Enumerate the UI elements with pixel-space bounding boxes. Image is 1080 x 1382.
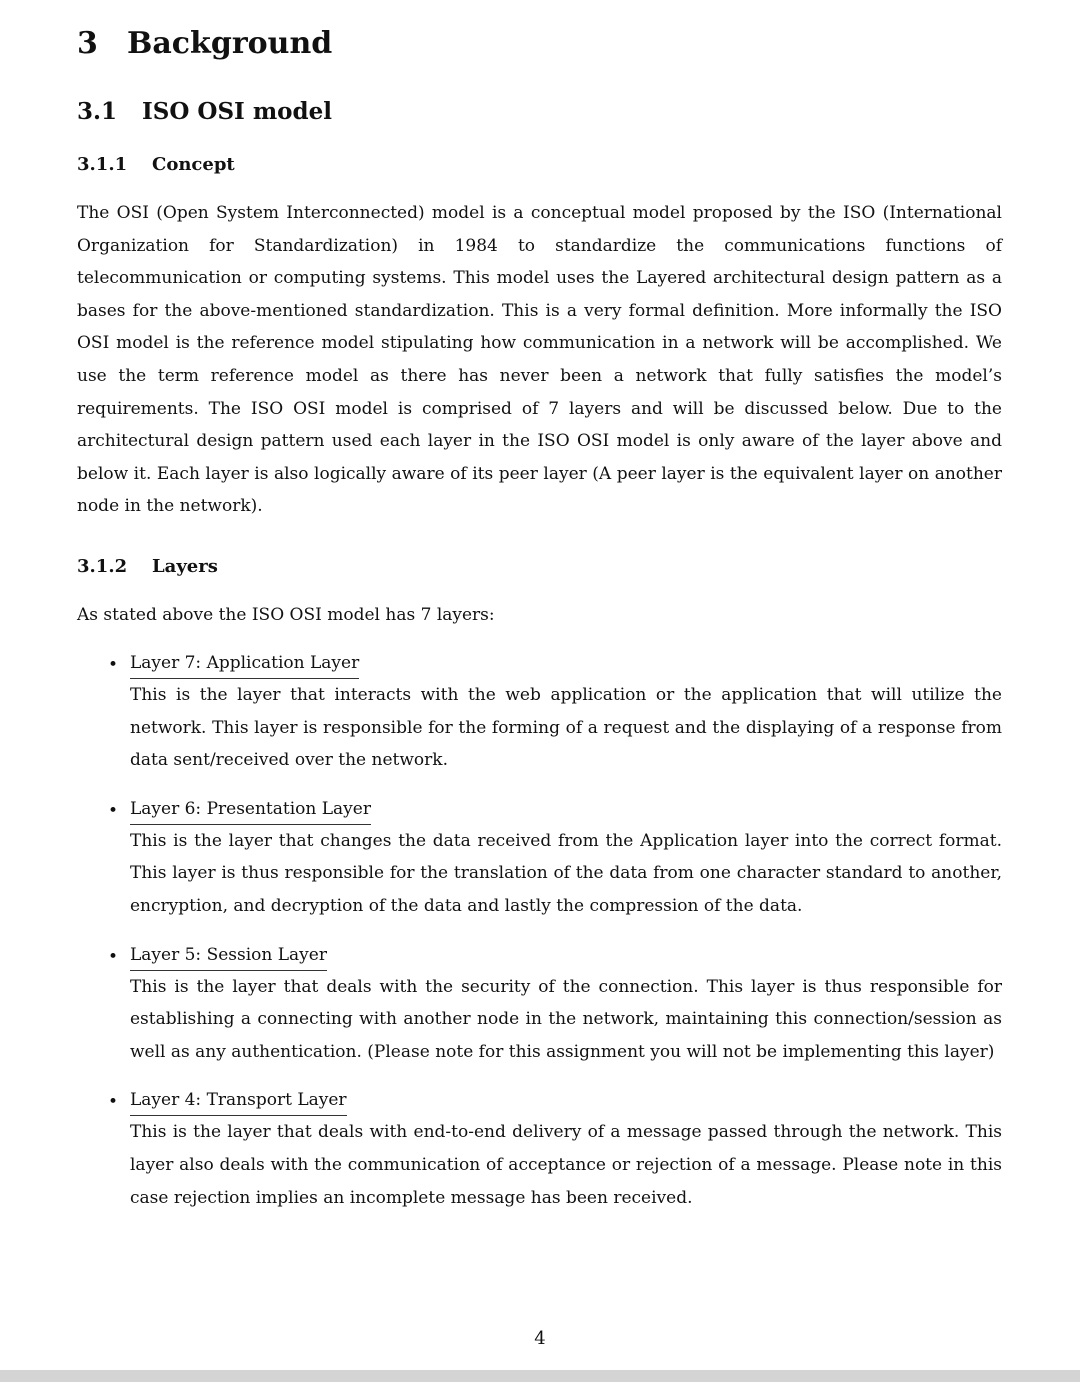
layers-intro: As stated above the ISO OSI model has 7 layers: [77,605,495,625]
layer-6-title: Layer 6: Presentation Layer [130,794,371,825]
layer-6-description: This is the layer that changes the data received from the Application layer into the correct format. This layer is thus responsible for the translation of the data from one character standard to another, encryption, and decryption of the data and lastly the compression of the data. [130,830,1002,916]
bullet-icon: • [108,655,119,675]
layer-4-description: This is the layer that deals with end-to-end delivery of a message passed through the network. This layer also deals with the communication of acceptance or rejection of a message. Please note in this case rejection implies an incomplete message has been received. [130,1122,1002,1208]
layers-list [77,648,1002,1231]
concept-title: Concept [152,154,235,175]
layers-number: 3.1.2 [77,556,128,577]
concept-number: 3.1.1 [77,154,128,175]
list-item [77,648,1002,777]
section-heading [77,26,332,61]
subsection-title: ISO OSI model [142,98,332,125]
section-title: Background [127,26,333,61]
concept-heading [77,154,235,175]
viewer-bottom-edge [0,1370,1080,1382]
list-item [77,1085,1002,1214]
bullet-icon: • [108,946,119,967]
layer-7-description: This is the layer that interacts with the web application or the application that will utilize the network. This layer is responsible for the forming of a request and the displaying of a response from data sent/received over the network. [130,685,1002,771]
page-number: 4 [534,1328,546,1349]
layer-5-title: Layer 5: Session Layer [130,940,327,971]
layer-5-description: This is the layer that deals with the security of the connection. This layer is thus responsible for establishing a connecting with another node in the network, maintaining this connection/session as well as any authentication. (Please note for this assignment you will not be implementing this layer) [130,976,1002,1062]
layer-7-title: Layer 7: Application Layer [130,648,359,679]
layers-heading [77,556,218,577]
list-item [77,794,1002,923]
bullet-icon: • [108,1092,119,1113]
section-number: 3 [77,26,98,61]
layer-4-title: Layer 4: Transport Layer [130,1085,347,1116]
list-item [77,940,1002,1069]
layers-title: Layers [152,556,218,577]
concept-paragraph: The OSI (Open System Interconnected) model is a conceptual model proposed by the ISO (International Organization for Standardization) in 1984 to standardize the communications functions of telecommunication or computing systems. This model uses the Layered architectural design pattern as a bases for the above-mentioned standardization. This is a very formal definition. More informally the ISO OSI model is the reference model stipulating how communication in a network will be accomplished. We use the term reference model as there has never been a network that fully satisfies the model’s requirements. The ISO OSI model is comprised of 7 layers and will be discussed below. Due to the architectural design pattern used each layer in the ISO OSI model is only aware of the layer above and below it. Each layer is also logically aware of its peer layer (A peer layer is the equivalent layer on another node in the network). [77,203,1002,517]
bullet-icon: • [108,800,119,821]
subsection-number: 3.1 [77,98,118,125]
subsection-heading [77,98,332,125]
